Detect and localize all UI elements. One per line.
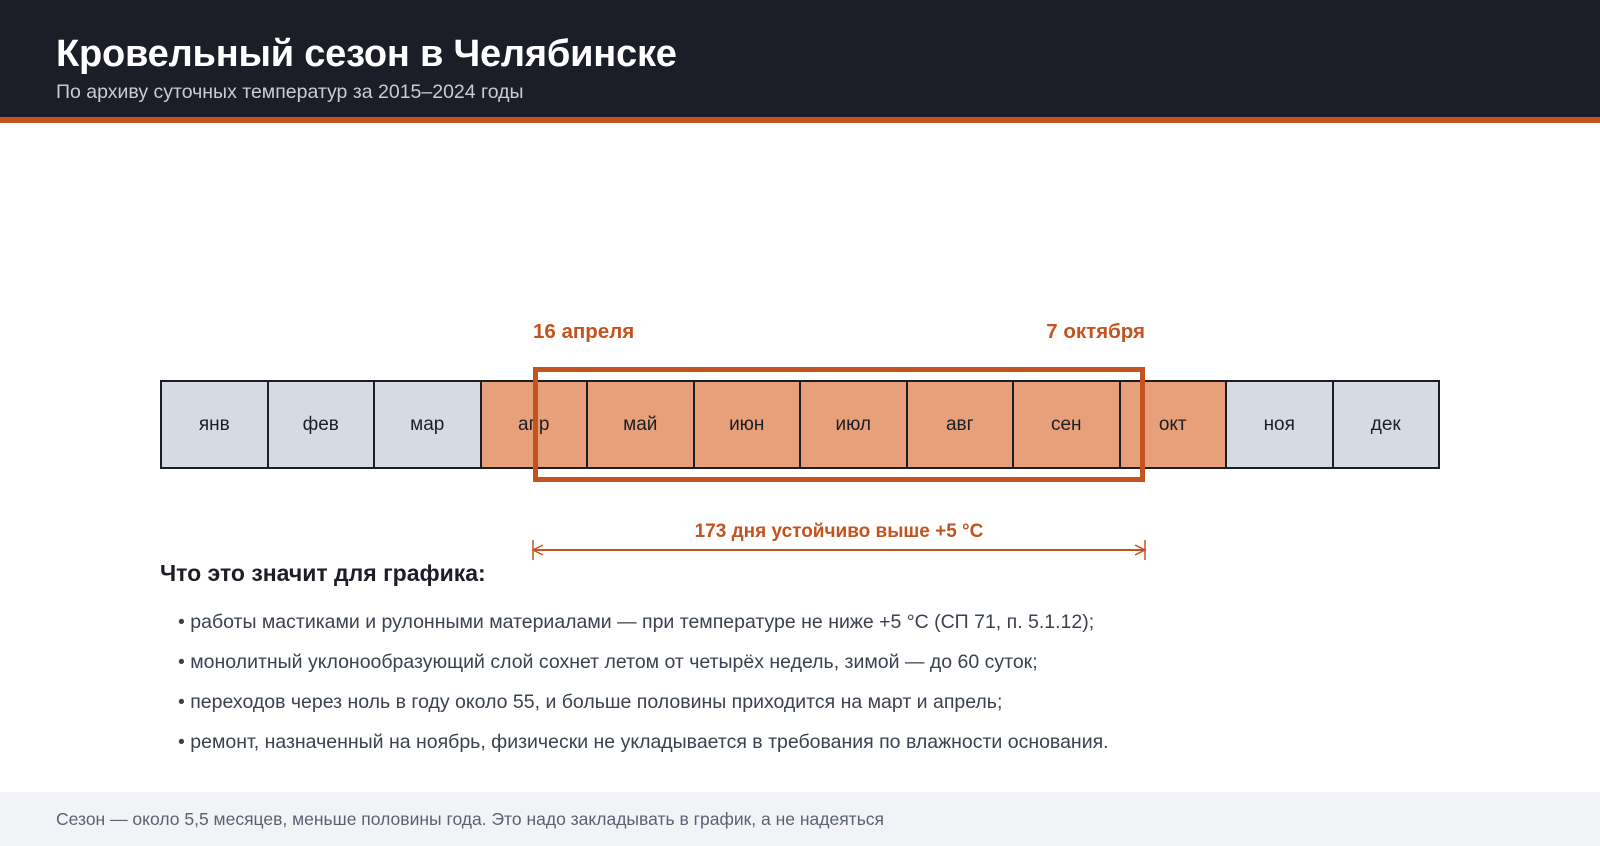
season-highlight-box (533, 367, 1145, 482)
month-cell: апр (482, 382, 589, 467)
page-subtitle: По архиву суточных температур за 2015–2024 годы (56, 81, 524, 103)
month-cell: авг (908, 382, 1015, 467)
list-item: • переходов через ноль в году около 55, и больше половины приходится на март и апрель; (178, 690, 1109, 730)
header-bar (0, 0, 1600, 123)
footer-bar (0, 792, 1600, 846)
notes-list (178, 610, 1109, 770)
month-cell: июн (695, 382, 802, 467)
list-item: • работы мастиками и рулонными материалами — при температуре не ниже +5 °C (СП 71, п. 5.1.12); (178, 610, 1109, 650)
list-item: • ремонт, назначенный на ноябрь, физически не укладывается в требования по влажности основания. (178, 730, 1109, 770)
month-cell: ноя (1227, 382, 1334, 467)
page-title: Кровельный сезон в Челябинске (56, 33, 677, 75)
season-span-arrow (528, 538, 1150, 562)
month-cell: фев (269, 382, 376, 467)
month-cell: июл (801, 382, 908, 467)
month-cell: мар (375, 382, 482, 467)
month-cell: дек (1334, 382, 1441, 467)
month-cell: окт (1121, 382, 1228, 467)
season-duration-label: 173 дня устойчиво выше +5 °C (694, 521, 984, 542)
footer-note: Сезон — около 5,5 месяцев, меньше половины года. Это надо закладывать в график, а не надеяться (56, 809, 885, 829)
month-cell: май (588, 382, 695, 467)
season-start-label: 16 апреля (533, 320, 635, 343)
month-cell: сен (1014, 382, 1121, 467)
notes-heading: Что это значит для графика: (160, 560, 486, 586)
month-cell: янв (162, 382, 269, 467)
list-item: • монолитный уклонообразующий слой сохнет летом от четырёх недель, зимой — до 60 суток; (178, 650, 1109, 690)
season-end-label: 7 октября (1046, 320, 1145, 343)
